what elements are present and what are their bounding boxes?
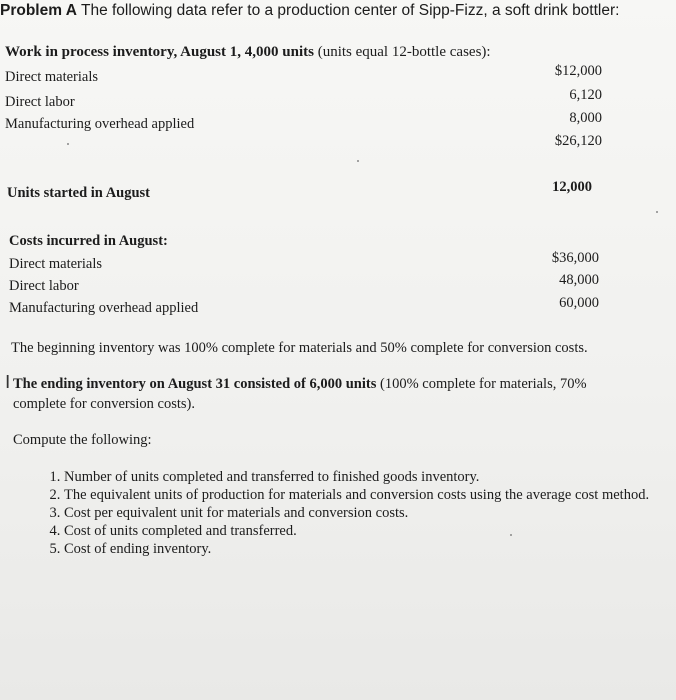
speck xyxy=(357,160,359,162)
wip-row-amount: 6,120 xyxy=(569,87,602,103)
wip-heading-normal: (units equal 12-bottle cases): xyxy=(317,44,491,60)
ending-note-line1: (100% complete for materials, 70% xyxy=(380,376,587,392)
units-started-label: Units started in August xyxy=(7,185,151,201)
problem-label: Problem A xyxy=(0,2,77,19)
costs-row-label: Direct labor xyxy=(9,278,79,294)
task-list xyxy=(34,468,676,558)
units-started-value: 12,000 xyxy=(552,179,592,195)
problem-intro: The following data refer to a production center of Sipp-Fizz, a soft drink bottler: xyxy=(80,2,620,19)
ending-note-bold: The ending inventory on August 31 consisted of 6,000 units xyxy=(13,376,377,392)
compute-heading: Compute the following: xyxy=(13,432,152,448)
wip-row-amount: $12,000 xyxy=(554,63,602,79)
ending-note-line2: complete for conversion costs). xyxy=(13,396,196,412)
costs-row-amount: 60,000 xyxy=(559,295,599,311)
wip-total: $26,120 xyxy=(554,133,602,149)
costs-heading: Costs incurred in August: xyxy=(9,233,168,249)
task-item: 3. Cost per equivalent unit for materials and conversion costs. xyxy=(64,504,676,522)
costs-row-amount: 48,000 xyxy=(559,272,599,288)
task-item: 2. The equivalent units of production for materials and conversion costs using the average cost method. xyxy=(64,486,664,504)
wip-heading-bold: Work in process inventory, August 1, 4,000 units xyxy=(5,44,314,60)
speck xyxy=(510,534,512,536)
task-item: 5. Cost of ending inventory. xyxy=(64,540,676,558)
wip-row-label: Direct materials xyxy=(5,69,98,85)
costs-row-amount: $36,000 xyxy=(551,250,599,266)
costs-row-label: Manufacturing overhead applied xyxy=(9,300,199,316)
task-item: 4. Cost of units completed and transferred. xyxy=(64,522,676,540)
text-cursor-icon: I xyxy=(5,372,11,393)
speck xyxy=(67,143,69,145)
problem-title xyxy=(0,2,619,20)
ending-inventory-note xyxy=(13,376,587,393)
costs-row-label: Direct materials xyxy=(9,256,102,272)
wip-row-label: Manufacturing overhead applied xyxy=(5,116,195,132)
speck xyxy=(656,211,658,213)
beginning-inventory-note: The beginning inventory was 100% complete for materials and 50% complete for conversion costs. xyxy=(11,340,588,356)
wip-row-label: Direct labor xyxy=(5,94,75,110)
wip-row-amount: 8,000 xyxy=(569,110,602,126)
task-item: 1. Number of units completed and transferred to finished goods inventory. xyxy=(64,468,676,486)
wip-heading xyxy=(5,44,491,61)
